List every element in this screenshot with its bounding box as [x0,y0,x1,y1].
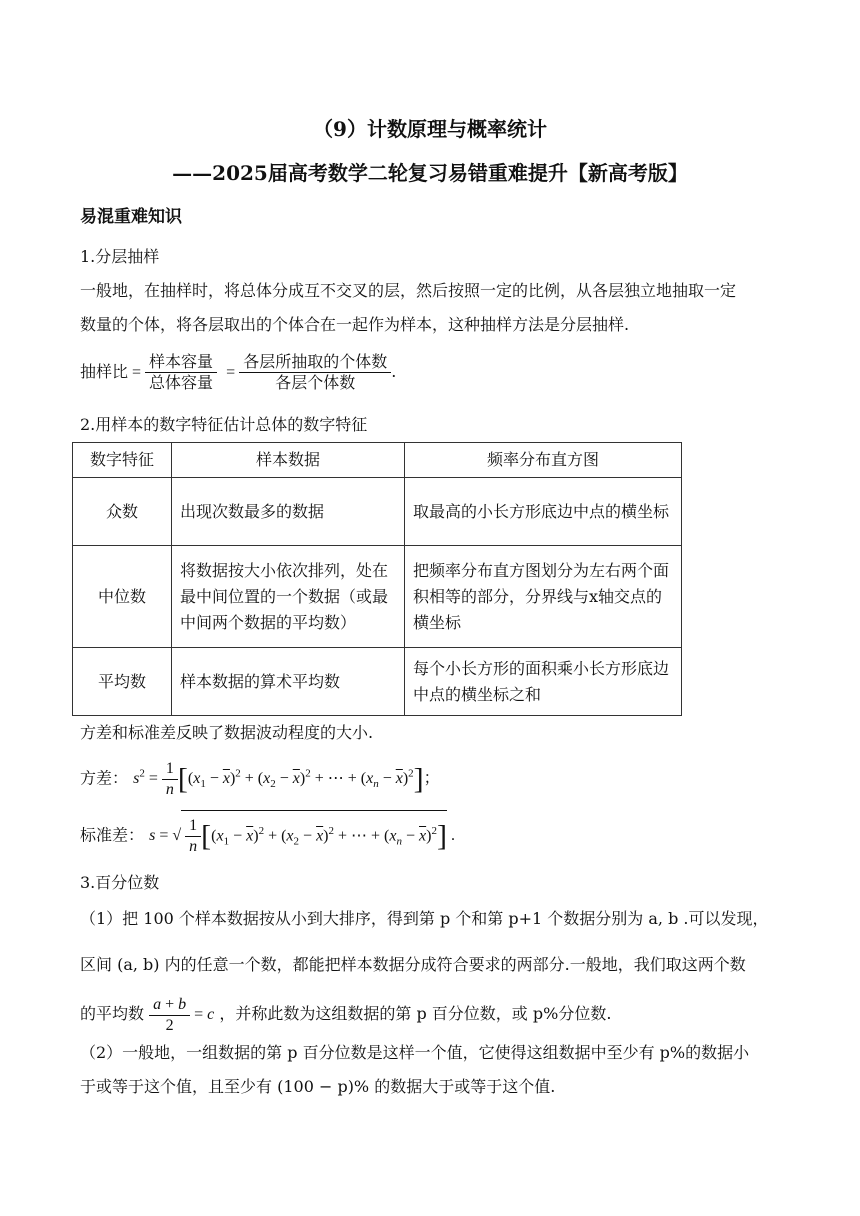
frac2-numerator: 各层所抽取的个体数 [239,352,391,373]
table-row [73,478,682,546]
variance-label: 方差： [80,768,129,788]
sampling-ratio-formula: 抽样比 = $\frac{\text{样本容量}}{\text{总体容量}}$ = $\frac{\text{各层所抽取的个体数}}{\text{各层个体数}}$ . [80,352,397,392]
table-cell: 取最高的小长方形底边中点的横坐标 [405,478,682,546]
s2-heading: 2.用样本的数字特征估计总体的数字特征 [80,415,368,434]
s1-paragraph-line-2: 数量的个体，将各层取出的个体合在一起作为样本，这种抽样方法是分层抽样. [80,315,630,334]
s1-heading: 1.分层抽样 [80,247,160,266]
s2-note: 方差和标准差反映了数据波动程度的大小. [80,723,374,742]
std-formula: 标准差： s = √ $\frac{1}{n}$ [$(x_1 - \overline{x})^2 + (x_2 - \overline{x})^2$ + ⋯ + $(x_n - \overline{x})^2$] . [80,810,455,862]
table-cell: 把频率分布直方图划分为左右两个面积相等的部分，分界线与x轴交点的横坐标 [405,546,682,648]
table-header: 数字特征 [73,443,172,478]
frac1-denominator: 总体容量 [149,373,214,392]
title-line-2: ——2025届高考数学二轮复习易错重难提升【新高考版】 [172,161,688,185]
table-row [73,546,682,648]
table-row [73,648,682,716]
s3-line-3-pre: 的平均数 [80,1004,145,1023]
table-cell: 中位数 [73,546,172,648]
s1-paragraph-line-1: 一般地，在抽样时，将总体分成互不交叉的层，然后按照一定的比例，从各层独立地抽取一定 [80,281,737,300]
title-line-1: （9）计数原理与概率统计 [313,117,547,141]
s3-line-3-post: ，并称此数为这组数据的第 p 百分位数，或 p%分位数. [219,1004,612,1023]
table-header: 样本数据 [172,443,405,478]
statistics-table [72,442,682,716]
s3-line-2: 区间 (a, b) 内的任意一个数，都能把样本数据分成符合要求的两部分.一般地，我们取这两个数 [80,955,746,974]
table-cell: 出现次数最多的数据 [172,478,405,546]
table-cell: 平均数 [73,648,172,716]
ratio-label: 抽样比 [80,362,129,381]
std-label: 标准差： [80,825,145,845]
table-header: 频率分布直方图 [405,443,682,478]
s3-line-1: （1）把 100 个样本数据按从小到大排序，得到第 p 个和第 p+1 个数据分别为 a, b .可以发现， [80,909,769,928]
table-cell: 样本数据的算术平均数 [172,648,405,716]
table-header-row [73,443,682,478]
fraction-sample-total [145,352,217,393]
frac1-numerator: 样本容量 [145,352,217,373]
s3-line-4: （2）一般地，一组数据的第 p 百分位数是这样一个值，它使得这组数据中至少有 p%的数据小 [80,1043,750,1062]
s3-line-5: 于或等于这个值，且至少有 (100 − p)% 的数据大于或等于这个值. [80,1077,556,1096]
table-cell: 众数 [73,478,172,546]
table-cell: 将数据按大小依次排列，处在最中间位置的一个数据（或最中间两个数据的平均数） [172,546,405,648]
table-cell: 每个小长方形的面积乘小长方形底边中点的横坐标之和 [405,648,682,716]
fraction-layer [239,352,391,393]
variance-formula: 方差： $s^2$ = $\frac{1}{n}$ [$(x_1 - \overline{x})^2 + (x_2 - \overline{x})^2$ + ⋯ + $(x_n - \overline{x})^2$]； [80,760,440,799]
s3-line-3: 的平均数 $\frac{a + b}{2}$ = c ，并称此数为这组数据的第 p 百分位数，或 p%分位数. [80,995,612,1034]
section-heading: 易混重难知识 [80,207,182,227]
s3-heading: 3.百分位数 [80,873,160,892]
frac2-denominator: 各层个体数 [275,373,356,392]
